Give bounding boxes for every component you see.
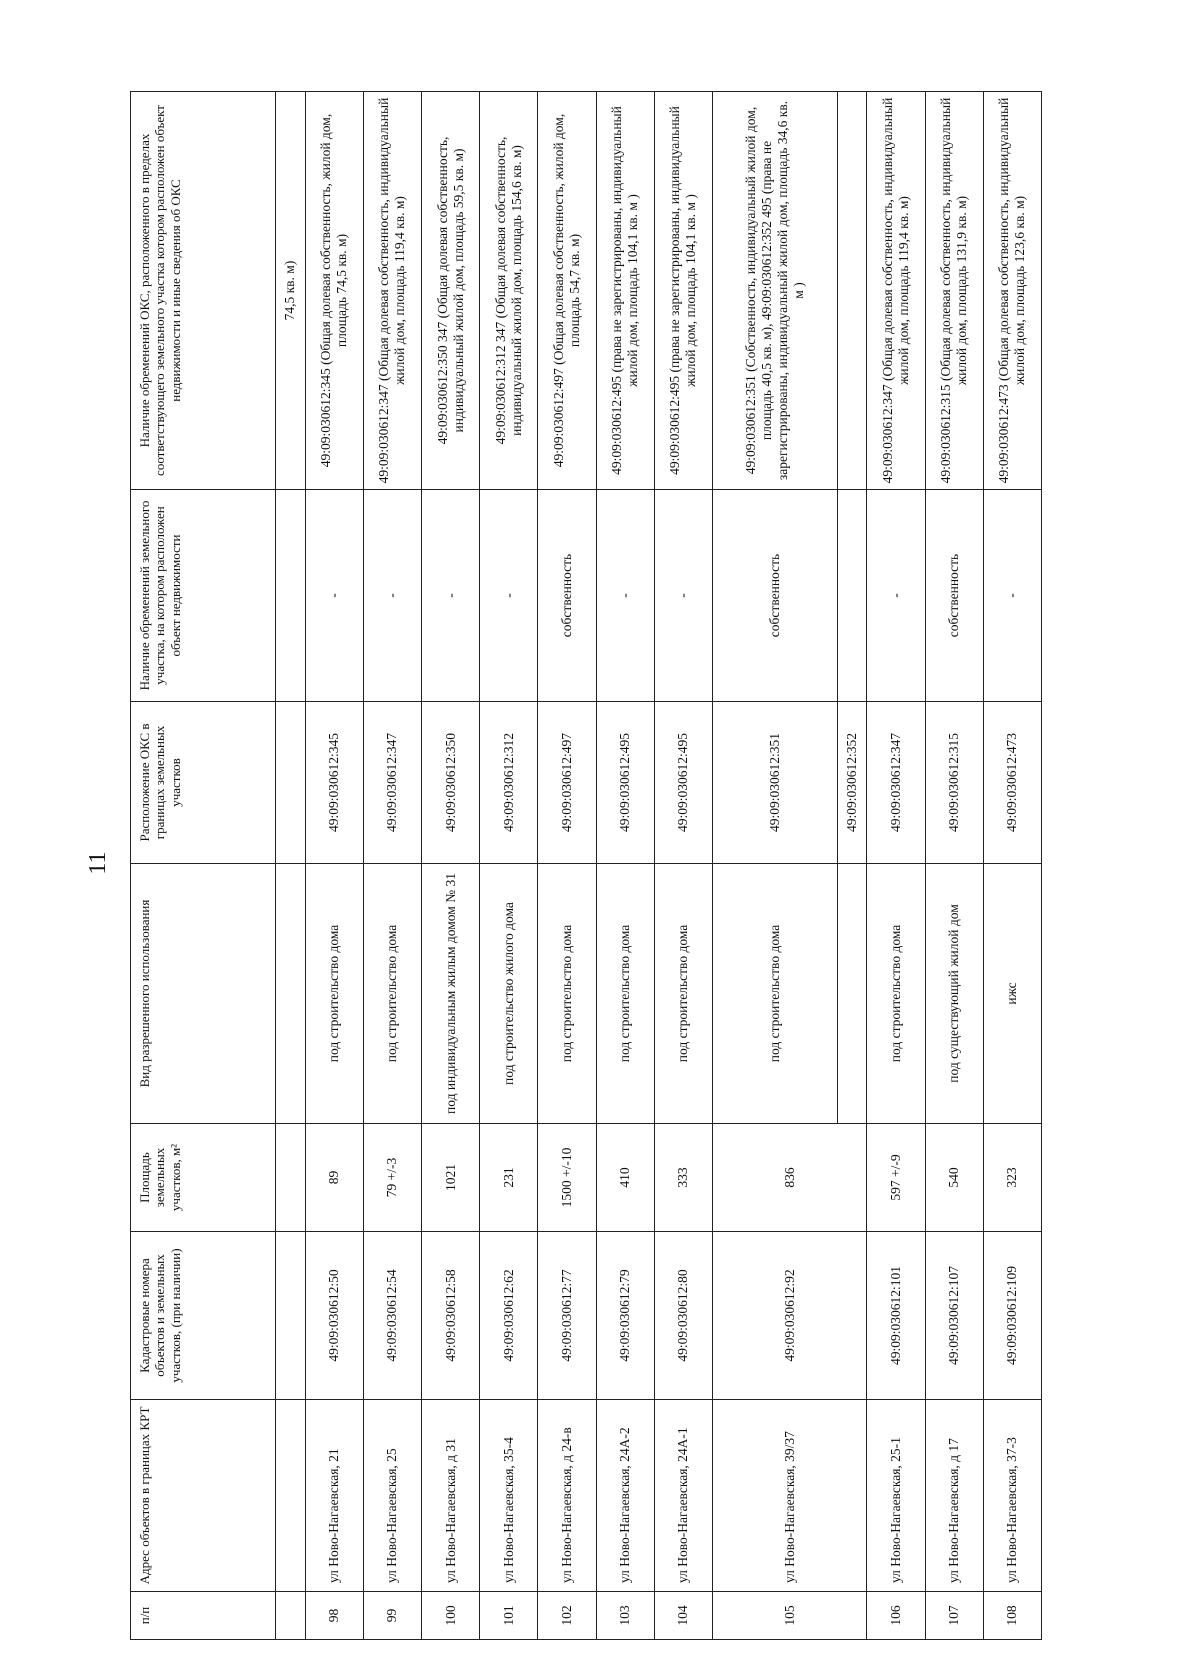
row-location: 49:09:030612:495 — [596, 702, 654, 864]
row-location: 49:09:030612:350 — [421, 702, 479, 864]
continuation-row — [275, 92, 305, 1640]
rotated-table-wrapper — [130, 92, 1042, 1640]
row-location: 49:09:030612:347 — [363, 702, 421, 864]
row-area: 333 — [654, 1124, 712, 1232]
table-row — [363, 92, 421, 1640]
row-land-encumbrance: - — [421, 490, 479, 702]
row-cadastral: 49:09:030612:107 — [925, 1232, 983, 1400]
header-area: Площадь земельных участков, м² — [131, 1124, 276, 1232]
header-land-encumbrance: Наличие обременений земельного участка, на котором расположен объект недвижимости — [131, 490, 276, 702]
header-use: Вид разрешенного использования — [131, 864, 276, 1124]
row-address: ул Ново-Нагаевская, д 17 — [925, 1400, 983, 1592]
row-num: 108 — [983, 1592, 1041, 1640]
header-num: п/п — [131, 1592, 276, 1640]
row-use: под строительство дома — [363, 864, 421, 1124]
row-cadastral: 49:09:030612:50 — [305, 1232, 363, 1400]
row-oks-encumbrance: 49:09:030612:347 (Общая долевая собственность, индивидуальный жилой дом, площадь 119,4 кв. м) — [867, 92, 925, 490]
row-use: под существующий жилой дом — [925, 864, 983, 1124]
row-oks-encumbrance: 49:09:030612:497 (Общая долевая собственность, жилой дом, площадь 54,7 кв. м) — [538, 92, 596, 490]
row-land-encumbrance: - — [305, 490, 363, 702]
row-address: ул Ново-Нагаевская, д 31 — [421, 1400, 479, 1592]
row-cadastral: 49:09:030612:58 — [421, 1232, 479, 1400]
table-row — [305, 92, 363, 1640]
row-num: 102 — [538, 1592, 596, 1640]
row-cadastral: 49:09:030612:109 — [983, 1232, 1041, 1400]
row-num: 100 — [421, 1592, 479, 1640]
row-oks-encumbrance: 49:09:030612:495 (права не зарегистрированы, индивидуальный жилой дом, площадь 104,1 кв. м ) — [596, 92, 654, 490]
table-row — [480, 92, 538, 1640]
row-land-encumbrance: - — [654, 490, 712, 702]
table-row — [867, 92, 925, 1640]
row-use: под строительство дома — [712, 864, 837, 1124]
row-num: 99 — [363, 1592, 421, 1640]
row-address: ул Ново-Нагаевская, 35-4 — [480, 1400, 538, 1592]
row-cadastral: 49:09:030612:80 — [654, 1232, 712, 1400]
row-cadastral: 49:09:030612:62 — [480, 1232, 538, 1400]
row-num: 107 — [925, 1592, 983, 1640]
row-oks-encumbrance: 49:09:030612:315 (Общая долевая собственность, индивидуальный жилой дом, площадь 131,9 кв. м) — [925, 92, 983, 490]
table-row — [654, 92, 712, 1640]
row-address: ул Ново-Нагаевская, д 24-в — [538, 1400, 596, 1592]
row-num: 106 — [867, 1592, 925, 1640]
row-address: ул Ново-Нагаевская, 39/37 — [712, 1400, 866, 1592]
row-area: 1021 — [421, 1124, 479, 1232]
row-area: 89 — [305, 1124, 363, 1232]
header-address: Адрес объектов в границах КРТ — [131, 1400, 276, 1592]
row-location: 49:09:030612:345 — [305, 702, 363, 864]
row-use: под строительство дома — [654, 864, 712, 1124]
row-cadastral: 49:09:030612:101 — [867, 1232, 925, 1400]
objects-table — [130, 91, 1042, 1640]
row-location: 49:09:030612:473 — [983, 702, 1041, 864]
row-oks-encumbrance: 49:09:030612:495 (права не зарегистрированы, индивидуальный жилой дом, площадь 104,1 кв. м ) — [654, 92, 712, 490]
row-oks-encumbrance: 49:09:030612:350 347 (Общая долевая собственность, индивидуальный жилой дом, площадь 59,5 кв. м) — [421, 92, 479, 490]
row-use: под индивидуальным жилым домом № 31 — [421, 864, 479, 1124]
row-address: ул Ново-Нагаевская, 25-1 — [867, 1400, 925, 1592]
row-land-encumbrance: - — [867, 490, 925, 702]
table-row — [421, 92, 479, 1640]
row-area: 1500 +/-10 — [538, 1124, 596, 1232]
row-area: 540 — [925, 1124, 983, 1232]
header-oks-encumbrance: Наличие обременений ОКС, расположенного в пределах соответствующего земельного участка котором расположен объект недвижимости и иные сведения об ОКС — [131, 92, 276, 490]
table-row — [712, 92, 837, 1640]
row-land-encumbrance: собственность — [538, 490, 596, 702]
row-address: ул Ново-Нагаевская, 24А-1 — [654, 1400, 712, 1592]
row-land-encumbrance: собственность — [925, 490, 983, 702]
table-row — [925, 92, 983, 1640]
row-num: 101 — [480, 1592, 538, 1640]
page-number: 11 — [85, 851, 111, 875]
row-address: ул Ново-Нагаевская, 37-3 — [983, 1400, 1041, 1592]
row-location: 49:09:030612:497 — [538, 702, 596, 864]
row-land-encumbrance: - — [480, 490, 538, 702]
row-address: ул Ново-Нагаевская, 24А-2 — [596, 1400, 654, 1592]
row-oks-encumbrance: 49:09:030612:345 (Общая долевая собственность, жилой дом, площадь 74,5 кв. м) — [305, 92, 363, 490]
row-area: 231 — [480, 1124, 538, 1232]
row-num: 104 — [654, 1592, 712, 1640]
row-num: 105 — [712, 1592, 866, 1640]
row-use: под строительство дома — [538, 864, 596, 1124]
row-use: под строительство дома — [867, 864, 925, 1124]
table-row — [596, 92, 654, 1640]
row-num: 103 — [596, 1592, 654, 1640]
row-location: 49:09:030612:315 — [925, 702, 983, 864]
row-land-encumbrance: собственность — [712, 490, 837, 702]
row-land-encumbrance: - — [983, 490, 1041, 702]
row-land-encumbrance: - — [363, 490, 421, 702]
header-location: Расположение ОКС в границах земельных участков — [131, 702, 276, 864]
row-use: под строительство дома — [305, 864, 363, 1124]
row-oks-encumbrance: 49:09:030612:347 (Общая долевая собственность, индивидуальный жилой дом, площадь 119,4 кв. м) — [363, 92, 421, 490]
row-cadastral: 49:09:030612:54 — [363, 1232, 421, 1400]
row-cadastral: 49:09:030612:92 — [712, 1232, 866, 1400]
row-location: 49:09:030612:347 — [867, 702, 925, 864]
row-location: 49:09:030612:351 — [712, 702, 837, 864]
row-address: ул Ново-Нагаевская, 25 — [363, 1400, 421, 1592]
table-row — [538, 92, 596, 1640]
row-land-encumbrance: - — [596, 490, 654, 702]
row-oks-encumbrance: 49:09:030612:312 347 (Общая долевая собственность, индивидуальный жилой дом, площадь 154,6 кв. м) — [480, 92, 538, 490]
row-area: 836 — [712, 1124, 866, 1232]
row-area: 410 — [596, 1124, 654, 1232]
row-cadastral: 49:09:030612:79 — [596, 1232, 654, 1400]
row-oks-encumbrance: 49:09:030612:351 (Собственность, индивидуальный жилой дом, площадь 40,5 кв. м), 49:09:030612:352 495 (права не зарегистрированы, индивидуальный жилой дом, площадь 34,6 кв. м ) — [712, 92, 837, 490]
row-location-2: 49:09:030612:352 — [837, 702, 867, 864]
row-num: 98 — [305, 1592, 363, 1640]
table-row — [983, 92, 1041, 1640]
row-address: ул Ново-Нагаевская, 21 — [305, 1400, 363, 1592]
row-location: 49:09:030612:312 — [480, 702, 538, 864]
row-use: ижс — [983, 864, 1041, 1124]
continuation-oks: 74,5 кв. м) — [275, 92, 305, 490]
table-header-row — [131, 92, 276, 1640]
row-use: под строительство жилого дома — [480, 864, 538, 1124]
row-area: 597 +/-9 — [867, 1124, 925, 1232]
row-area: 79 +/-3 — [363, 1124, 421, 1232]
row-area: 323 — [983, 1124, 1041, 1232]
row-cadastral: 49:09:030612:77 — [538, 1232, 596, 1400]
header-cadastral: Кадастровые номера объектов и земельных участков, (при наличии) — [131, 1232, 276, 1400]
row-location: 49:09:030612:495 — [654, 702, 712, 864]
row-oks-encumbrance: 49:09:030612:473 (Общая долевая собственность, индивидуальный жилой дом, площадь 123,6 кв. м) — [983, 92, 1041, 490]
row-use: под строительство дома — [596, 864, 654, 1124]
